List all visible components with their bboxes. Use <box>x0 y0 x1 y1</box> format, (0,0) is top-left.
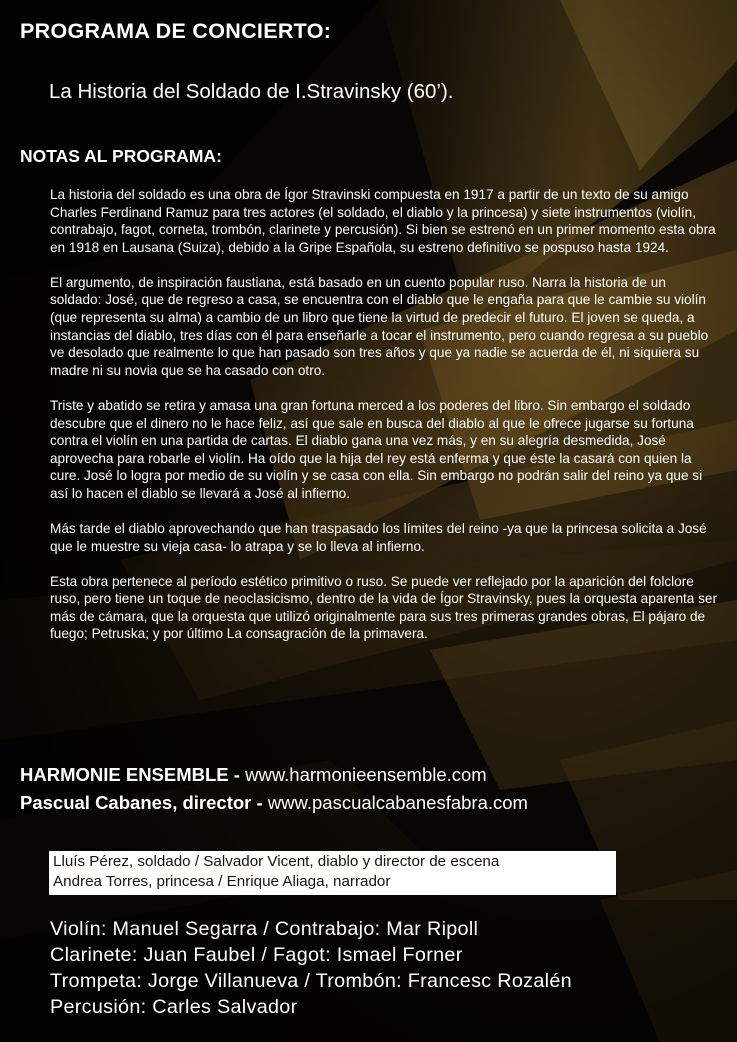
director-url: www.pascualcabanesfabra.com <box>267 792 528 813</box>
cast-line: Andrea Torres, princesa / Enrique Aliaga, narrador <box>53 873 391 890</box>
notes-paragraph: Esta obra pertenece al período estético primitivo o ruso. Se puede ver reflejado por la aparición del folclore ruso, pero tiene un toque de neoclasicismo, dentro de la vida de Ígor Stravinsky, pues la orquesta aparenta ser más de cámara, que la orquesta que utilizó originalmente para sus tres primeras grandes obras, El pájaro de fuego; Petruska; y por último La consagración de la primavera. <box>50 573 717 642</box>
cast-box <box>49 851 616 895</box>
ensemble-credit <box>20 764 487 786</box>
notes-paragraph: El argumento, de inspiración faustiana, está basado en un cuento popular ruso. Narra la historia de un soldado: José, que de regreso a casa, se encuentra con el diablo que le engaña para que le cambie su violín (que representa su alma) a cambio de un libro que tiene la virtud de predecir el futuro. El joven se queda, a instancias del diablo, tres días con él para enseñarle a tocar el instrumento, pero cuando regresa a su pueblo ve desolado que realmente lo que han pasado son tres años y que ya nadie se acuerda de él, ni siquiera su madre ni su novia que se ha casado con otro. <box>50 274 709 378</box>
director-name: Pascual Cabanes, director - <box>20 792 263 813</box>
musician-line: Percusión: Carles Salvador <box>50 996 298 1018</box>
notes-paragraph: Más tarde el diablo aprovechando que han traspasado los límites del reino -ya que la princesa solicita a José que le muestre su vieja casa- lo atrapa y se lo lleva al infierno. <box>50 521 707 554</box>
ensemble-name: HARMONIE ENSEMBLE - <box>20 764 240 785</box>
notes-paragraph: Triste y abatido se retira y amasa una gran fortuna merced a los poderes del libro. Sin embargo el soldado descubre que el dinero no le hace feliz, así que sale en busca del diablo al que le ofrece jugarse su fortuna contra el violín en una partida de cartas. El diablo gana una vez más, y en su alegría desmedida, José aprovecha para robarle el violín. Ha oído que la hija del rey está enferma y que éste la casará con quien la cure. José lo logra por medio de su violín y se casa con ella. Sin embargo no podrán salir del reino ya que si así lo hacen el diablo se llevará a José al infierno. <box>50 397 703 501</box>
ensemble-url: www.harmonieensemble.com <box>245 764 487 785</box>
program-notes <box>50 186 720 661</box>
notes-paragraph: La historia del soldado es una obra de Ígor Stravinski compuesta en 1917 a partir de un texto de su amigo Charles Ferdinand Ramuz para tres actores (el soldado, el diablo y la princesa) y siete instrumentos (violín, contrabajo, fagot, corneta, trombón, clarinete y percusión). Si bien se estrenó en un primer momento esta obra en 1918 en Lausana (Suiza), debido a la Gripe Española, su estreno definitivo se pospuso hasta 1924. <box>50 187 716 255</box>
musician-line: Trompeta: Jorge Villanueva / Trombón: Francesc Rozalén <box>50 970 572 992</box>
notes-title: NOTAS AL PROGRAMA: <box>20 146 222 166</box>
work-title: La Historia del Soldado de I.Stravinsky (60’). <box>49 80 454 103</box>
cast-line: Lluís Pérez, soldado / Salvador Vicent, diablo y director de escena <box>53 853 500 870</box>
director-credit <box>20 792 528 814</box>
musician-line: Violín: Manuel Segarra / Contrabajo: Mar Ripoll <box>50 918 479 940</box>
musicians-list <box>50 916 572 1020</box>
musician-line: Clarinete: Juan Faubel / Fagot: Ismael Forner <box>50 944 463 966</box>
program-title: PROGRAMA DE CONCIERTO: <box>20 19 332 43</box>
